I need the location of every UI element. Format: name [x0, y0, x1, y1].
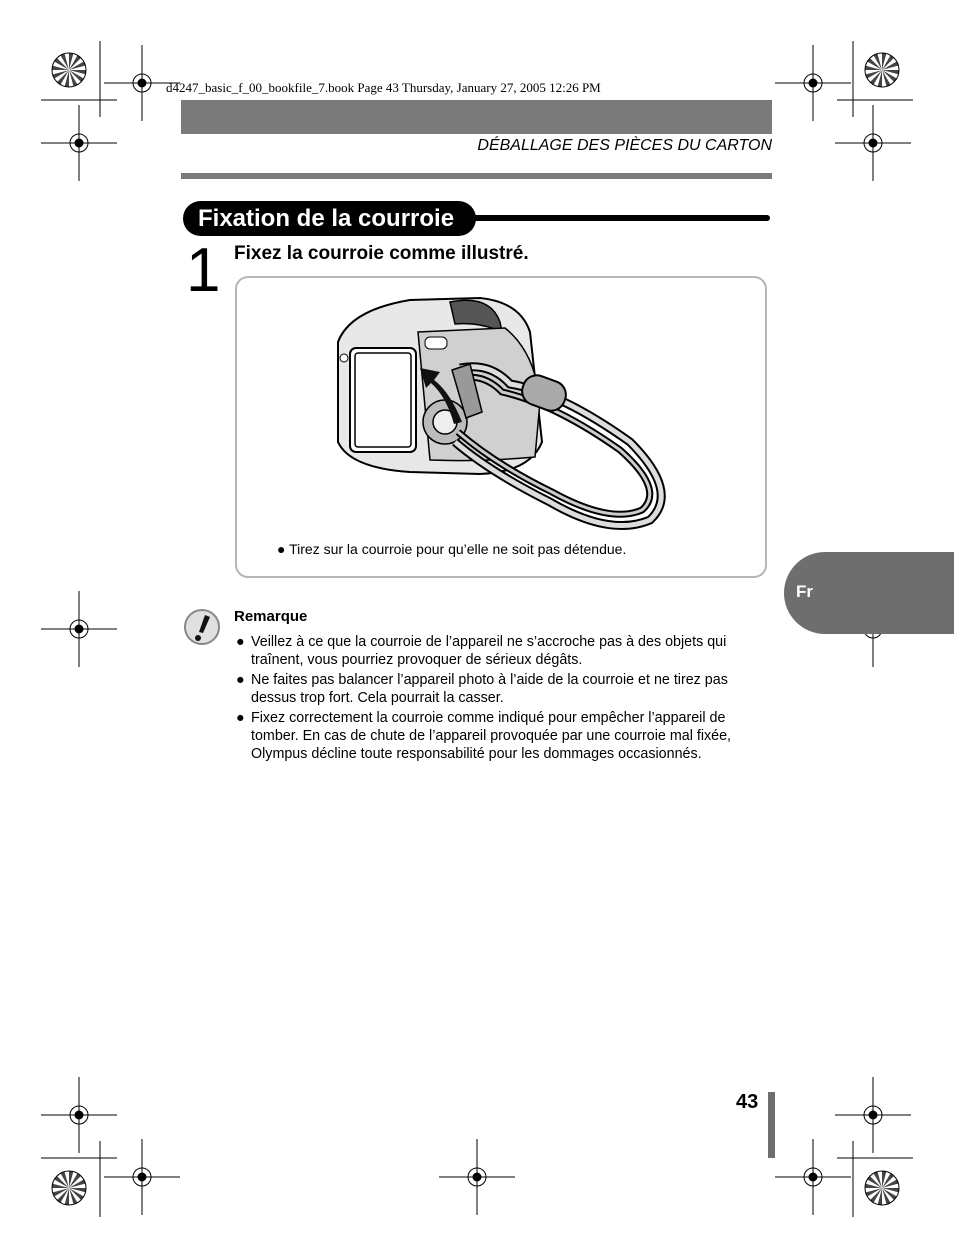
language-tab-label: Fr [796, 582, 813, 601]
registration-mark-icon [835, 105, 911, 181]
color-wheel-icon [52, 1171, 86, 1205]
section-title: DÉBALLAGE DES PIÈCES DU CARTON [477, 137, 772, 154]
color-wheel-icon [865, 53, 899, 87]
color-wheel-icon [865, 1171, 899, 1205]
heading-line [470, 215, 770, 221]
step-text: Fixez la courroie comme illustré. [234, 243, 529, 264]
note-text: Ne faites pas balancer l’appareil photo à l’aide de la courroie et ne tirez pas dessus trop fort. Cela pourrait la casser. [251, 672, 728, 706]
list-item [236, 709, 776, 763]
registration-mark-icon [775, 1139, 851, 1215]
registration-mark-icon [835, 1077, 911, 1153]
note-list [236, 633, 776, 765]
bullet-icon: ● [236, 634, 245, 650]
note-text: Veillez à ce que la courroie de l’appareil ne s’accroche pas à des objets qui traînent, vous pourriez provoquer de sérieux dégâts. [251, 634, 727, 668]
color-wheel-icon [52, 53, 86, 87]
bullet-icon: ● [236, 672, 245, 688]
section-heading: Fixation de la courroie [183, 201, 476, 236]
registration-mark-icon [104, 1139, 180, 1215]
registration-mark-icon [41, 591, 117, 667]
registration-mark-icon [439, 1139, 515, 1215]
step-number: 1 [186, 236, 221, 305]
registration-mark-icon [41, 105, 117, 181]
note-title: Remarque [234, 608, 308, 625]
exclamation-icon [183, 608, 223, 648]
print-info: d4247_basic_f_00_bookfile_7.book Page 43 Thursday, January 27, 2005 12:26 PM [166, 80, 601, 95]
figure-caption [277, 541, 626, 557]
list-item [236, 671, 776, 707]
list-item [236, 633, 776, 669]
note-text: Fixez correctement la courroie comme indiqué pour empêcher l’appareil de tomber. En cas de chute de l’appareil provoquée par une courroie mal fixée, Olympus décline toute responsabilité pour les dommages occasionnés. [251, 710, 732, 762]
caption-text: Tirez sur la courroie pour qu’elle ne soit pas détendue. [289, 541, 627, 557]
bullet-icon: ● [236, 710, 245, 726]
bullet-icon: ● [277, 541, 286, 557]
header-rule [181, 173, 772, 179]
registration-mark-icon [775, 45, 851, 121]
page-number: 43 [736, 1091, 759, 1113]
page-bar [768, 1092, 775, 1158]
camera-strap-illustration [330, 292, 680, 537]
registration-mark-icon [41, 1077, 117, 1153]
header-bar [181, 100, 772, 134]
